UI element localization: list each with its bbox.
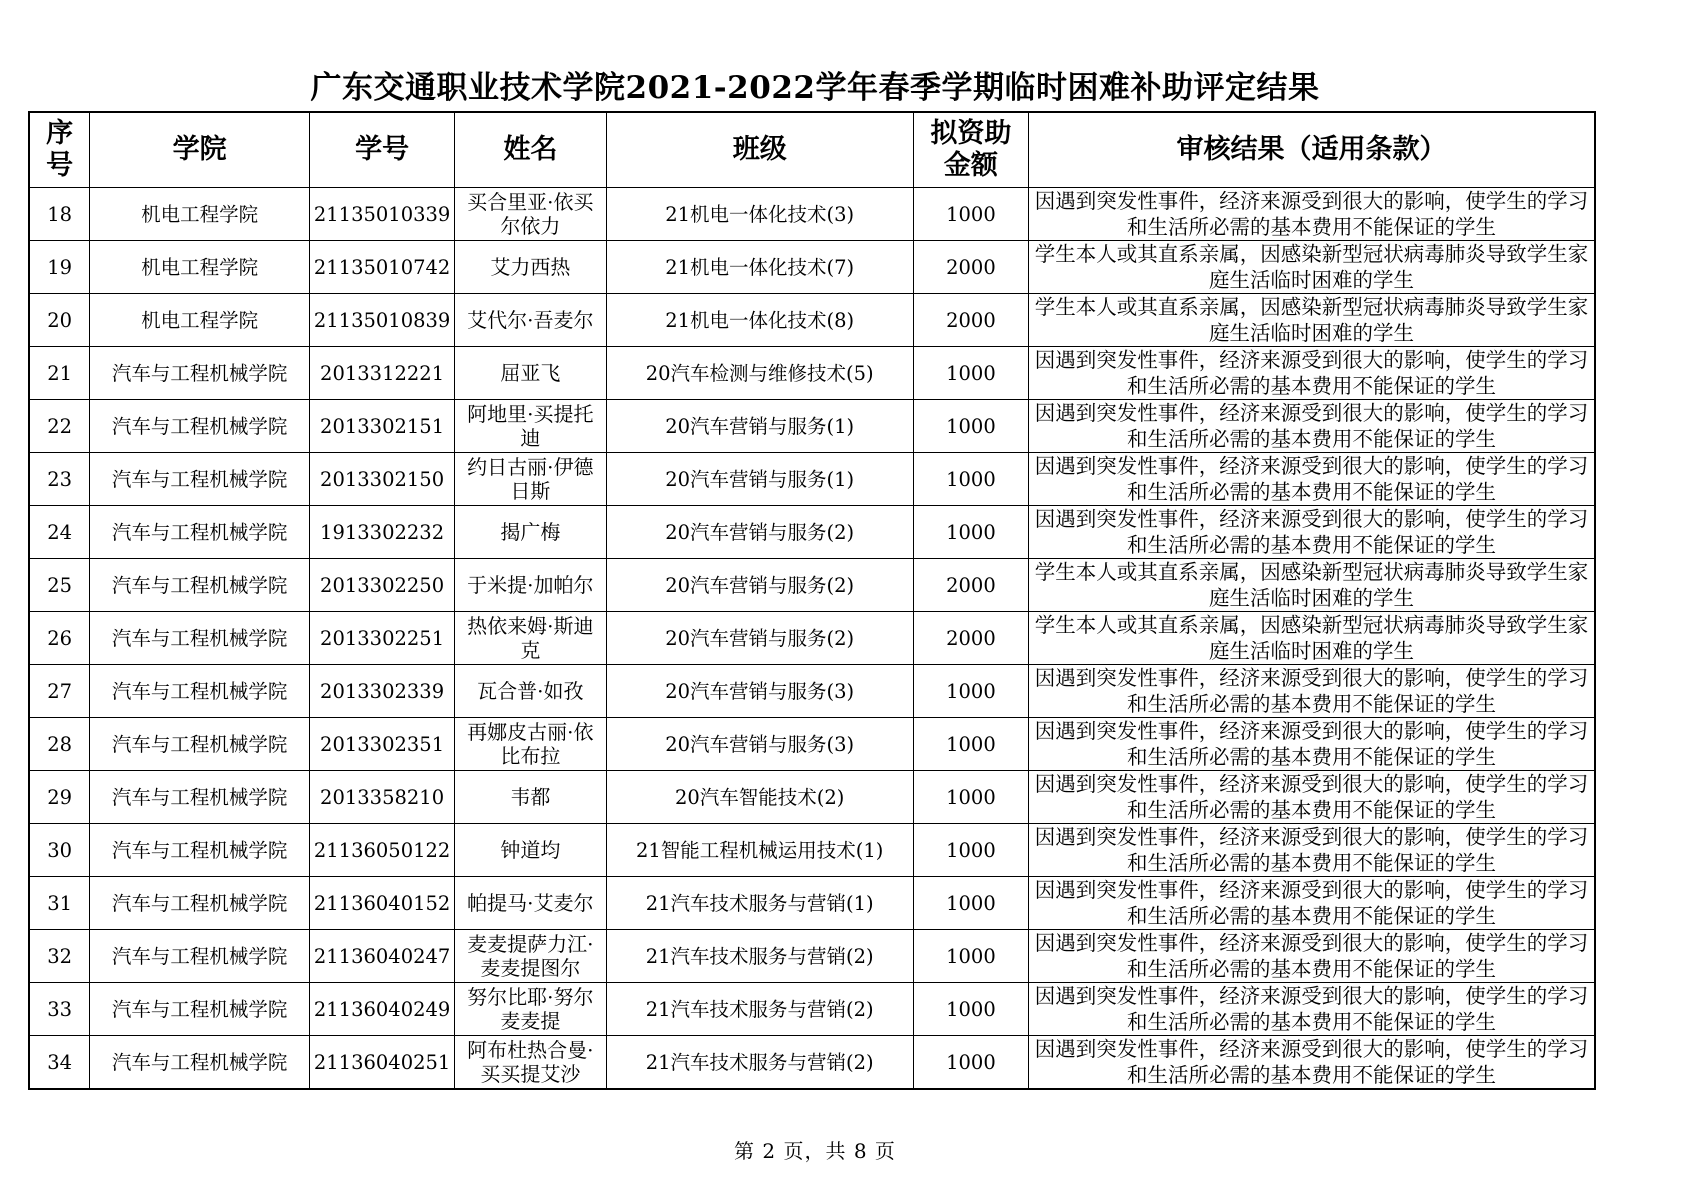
cell-amount: 2000 bbox=[913, 559, 1028, 612]
table-row bbox=[29, 506, 1595, 559]
cell-class: 21智能工程机械运用技术(1) bbox=[606, 824, 913, 877]
cell-class: 20汽车营销与服务(1) bbox=[606, 400, 913, 453]
cell-student-id: 2013358210 bbox=[310, 771, 455, 824]
cell-seq: 28 bbox=[29, 718, 90, 771]
cell-student-id: 2013302150 bbox=[310, 453, 455, 506]
cell-amount: 1000 bbox=[913, 188, 1028, 241]
cell-result: 因遇到突发性事件，经济来源受到很大的影响，使学生的学习和生活所必需的基本费用不能保证的学生 bbox=[1029, 771, 1595, 824]
cell-student-id: 21136040251 bbox=[310, 1036, 455, 1090]
cell-college: 汽车与工程机械学院 bbox=[90, 400, 310, 453]
cell-name: 阿布杜热合曼·买买提艾沙 bbox=[455, 1036, 606, 1090]
cell-name: 麦麦提萨力江·麦麦提图尔 bbox=[455, 930, 606, 983]
cell-amount: 1000 bbox=[913, 453, 1028, 506]
table-row bbox=[29, 1036, 1595, 1090]
cell-amount: 1000 bbox=[913, 771, 1028, 824]
cell-result: 因遇到突发性事件，经济来源受到很大的影响，使学生的学习和生活所必需的基本费用不能保证的学生 bbox=[1029, 824, 1595, 877]
header-amount: 拟资助金额 bbox=[913, 112, 1028, 188]
cell-name: 揭广梅 bbox=[455, 506, 606, 559]
cell-student-id: 2013312221 bbox=[310, 347, 455, 400]
table-row bbox=[29, 665, 1595, 718]
results-table bbox=[28, 111, 1596, 1090]
cell-seq: 33 bbox=[29, 983, 90, 1036]
cell-seq: 20 bbox=[29, 294, 90, 347]
cell-class: 20汽车营销与服务(3) bbox=[606, 718, 913, 771]
cell-student-id: 21135010839 bbox=[310, 294, 455, 347]
header-class: 班级 bbox=[606, 112, 913, 188]
cell-result: 因遇到突发性事件，经济来源受到很大的影响，使学生的学习和生活所必需的基本费用不能保证的学生 bbox=[1029, 930, 1595, 983]
cell-name: 再娜皮古丽·依比布拉 bbox=[455, 718, 606, 771]
table-row bbox=[29, 824, 1595, 877]
cell-seq: 22 bbox=[29, 400, 90, 453]
cell-college: 机电工程学院 bbox=[90, 188, 310, 241]
cell-result: 因遇到突发性事件，经济来源受到很大的影响，使学生的学习和生活所必需的基本费用不能保证的学生 bbox=[1029, 1036, 1595, 1090]
cell-class: 21机电一体化技术(7) bbox=[606, 241, 913, 294]
cell-name: 约日古丽·伊德日斯 bbox=[455, 453, 606, 506]
cell-result: 因遇到突发性事件，经济来源受到很大的影响，使学生的学习和生活所必需的基本费用不能保证的学生 bbox=[1029, 347, 1595, 400]
cell-college: 汽车与工程机械学院 bbox=[90, 665, 310, 718]
cell-seq: 29 bbox=[29, 771, 90, 824]
cell-name: 瓦合普·如孜 bbox=[455, 665, 606, 718]
cell-student-id: 21136040247 bbox=[310, 930, 455, 983]
cell-amount: 2000 bbox=[913, 241, 1028, 294]
cell-college: 汽车与工程机械学院 bbox=[90, 771, 310, 824]
cell-student-id: 21136050122 bbox=[310, 824, 455, 877]
cell-name: 屈亚飞 bbox=[455, 347, 606, 400]
cell-student-id: 2013302351 bbox=[310, 718, 455, 771]
cell-student-id: 21135010742 bbox=[310, 241, 455, 294]
table-row bbox=[29, 771, 1595, 824]
cell-name: 帕提马·艾麦尔 bbox=[455, 877, 606, 930]
cell-name: 努尔比耶·努尔麦麦提 bbox=[455, 983, 606, 1036]
table-row bbox=[29, 983, 1595, 1036]
cell-class: 20汽车营销与服务(2) bbox=[606, 612, 913, 665]
cell-class: 21汽车技术服务与营销(2) bbox=[606, 1036, 913, 1090]
cell-college: 汽车与工程机械学院 bbox=[90, 1036, 310, 1090]
cell-college: 汽车与工程机械学院 bbox=[90, 877, 310, 930]
table-row bbox=[29, 612, 1595, 665]
table-row bbox=[29, 294, 1595, 347]
cell-result: 学生本人或其直系亲属，因感染新型冠状病毒肺炎导致学生家庭生活临时困难的学生 bbox=[1029, 559, 1595, 612]
cell-seq: 34 bbox=[29, 1036, 90, 1090]
cell-student-id: 1913302232 bbox=[310, 506, 455, 559]
cell-student-id: 2013302151 bbox=[310, 400, 455, 453]
table-row bbox=[29, 188, 1595, 241]
table-row bbox=[29, 930, 1595, 983]
cell-college: 汽车与工程机械学院 bbox=[90, 559, 310, 612]
cell-class: 21汽车技术服务与营销(2) bbox=[606, 983, 913, 1036]
table-row bbox=[29, 453, 1595, 506]
cell-college: 汽车与工程机械学院 bbox=[90, 930, 310, 983]
header-student-id: 学号 bbox=[310, 112, 455, 188]
cell-college: 机电工程学院 bbox=[90, 241, 310, 294]
cell-amount: 1000 bbox=[913, 930, 1028, 983]
cell-amount: 1000 bbox=[913, 718, 1028, 771]
cell-seq: 23 bbox=[29, 453, 90, 506]
cell-class: 20汽车营销与服务(1) bbox=[606, 453, 913, 506]
cell-seq: 30 bbox=[29, 824, 90, 877]
table-row bbox=[29, 718, 1595, 771]
document-title: 广东交通职业技术学院2021-2022学年春季学期临时困难补助评定结果 bbox=[310, 70, 1320, 106]
cell-college: 汽车与工程机械学院 bbox=[90, 824, 310, 877]
cell-amount: 2000 bbox=[913, 612, 1028, 665]
cell-class: 21机电一体化技术(8) bbox=[606, 294, 913, 347]
header-result: 审核结果（适用条款） bbox=[1029, 112, 1595, 188]
cell-name: 韦都 bbox=[455, 771, 606, 824]
table-row bbox=[29, 347, 1595, 400]
cell-class: 21机电一体化技术(3) bbox=[606, 188, 913, 241]
cell-amount: 1000 bbox=[913, 877, 1028, 930]
cell-college: 汽车与工程机械学院 bbox=[90, 983, 310, 1036]
cell-class: 20汽车营销与服务(2) bbox=[606, 506, 913, 559]
header-seq: 序号 bbox=[29, 112, 90, 188]
page-number: 第 2 页，共 8 页 bbox=[734, 1139, 896, 1163]
cell-amount: 1000 bbox=[913, 347, 1028, 400]
cell-student-id: 21135010339 bbox=[310, 188, 455, 241]
cell-seq: 31 bbox=[29, 877, 90, 930]
cell-name: 阿地里·买提托迪 bbox=[455, 400, 606, 453]
cell-seq: 27 bbox=[29, 665, 90, 718]
header-row bbox=[29, 112, 1595, 188]
cell-result: 因遇到突发性事件，经济来源受到很大的影响，使学生的学习和生活所必需的基本费用不能保证的学生 bbox=[1029, 877, 1595, 930]
cell-name: 热依来姆·斯迪克 bbox=[455, 612, 606, 665]
cell-student-id: 21136040249 bbox=[310, 983, 455, 1036]
cell-result: 学生本人或其直系亲属，因感染新型冠状病毒肺炎导致学生家庭生活临时困难的学生 bbox=[1029, 612, 1595, 665]
cell-class: 21汽车技术服务与营销(2) bbox=[606, 930, 913, 983]
cell-seq: 19 bbox=[29, 241, 90, 294]
cell-result: 因遇到突发性事件，经济来源受到很大的影响，使学生的学习和生活所必需的基本费用不能保证的学生 bbox=[1029, 665, 1595, 718]
cell-class: 20汽车智能技术(2) bbox=[606, 771, 913, 824]
cell-college: 汽车与工程机械学院 bbox=[90, 453, 310, 506]
cell-student-id: 2013302250 bbox=[310, 559, 455, 612]
cell-amount: 1000 bbox=[913, 400, 1028, 453]
cell-result: 学生本人或其直系亲属，因感染新型冠状病毒肺炎导致学生家庭生活临时困难的学生 bbox=[1029, 241, 1595, 294]
table-row bbox=[29, 400, 1595, 453]
table-body bbox=[29, 188, 1595, 1090]
cell-result: 因遇到突发性事件，经济来源受到很大的影响，使学生的学习和生活所必需的基本费用不能保证的学生 bbox=[1029, 506, 1595, 559]
cell-name: 钟道均 bbox=[455, 824, 606, 877]
header-college: 学院 bbox=[90, 112, 310, 188]
cell-result: 因遇到突发性事件，经济来源受到很大的影响，使学生的学习和生活所必需的基本费用不能保证的学生 bbox=[1029, 718, 1595, 771]
cell-class: 20汽车营销与服务(3) bbox=[606, 665, 913, 718]
cell-college: 汽车与工程机械学院 bbox=[90, 612, 310, 665]
cell-amount: 1000 bbox=[913, 1036, 1028, 1090]
cell-seq: 21 bbox=[29, 347, 90, 400]
cell-college: 汽车与工程机械学院 bbox=[90, 506, 310, 559]
cell-result: 因遇到突发性事件，经济来源受到很大的影响，使学生的学习和生活所必需的基本费用不能保证的学生 bbox=[1029, 188, 1595, 241]
cell-college: 汽车与工程机械学院 bbox=[90, 718, 310, 771]
cell-student-id: 2013302339 bbox=[310, 665, 455, 718]
table-row bbox=[29, 877, 1595, 930]
cell-name: 于米提·加帕尔 bbox=[455, 559, 606, 612]
cell-amount: 1000 bbox=[913, 506, 1028, 559]
cell-amount: 2000 bbox=[913, 294, 1028, 347]
cell-seq: 18 bbox=[29, 188, 90, 241]
cell-class: 21汽车技术服务与营销(1) bbox=[606, 877, 913, 930]
cell-class: 20汽车营销与服务(2) bbox=[606, 559, 913, 612]
cell-seq: 25 bbox=[29, 559, 90, 612]
table-row bbox=[29, 241, 1595, 294]
cell-result: 因遇到突发性事件，经济来源受到很大的影响，使学生的学习和生活所必需的基本费用不能保证的学生 bbox=[1029, 983, 1595, 1036]
cell-seq: 32 bbox=[29, 930, 90, 983]
cell-result: 学生本人或其直系亲属，因感染新型冠状病毒肺炎导致学生家庭生活临时困难的学生 bbox=[1029, 294, 1595, 347]
cell-result: 因遇到突发性事件，经济来源受到很大的影响，使学生的学习和生活所必需的基本费用不能保证的学生 bbox=[1029, 453, 1595, 506]
cell-name: 买合里亚·依买尔依力 bbox=[455, 188, 606, 241]
cell-amount: 1000 bbox=[913, 983, 1028, 1036]
cell-college: 汽车与工程机械学院 bbox=[90, 347, 310, 400]
cell-name: 艾力西热 bbox=[455, 241, 606, 294]
cell-seq: 24 bbox=[29, 506, 90, 559]
cell-class: 20汽车检测与维修技术(5) bbox=[606, 347, 913, 400]
cell-college: 机电工程学院 bbox=[90, 294, 310, 347]
cell-name: 艾代尔·吾麦尔 bbox=[455, 294, 606, 347]
cell-amount: 1000 bbox=[913, 665, 1028, 718]
header-name: 姓名 bbox=[455, 112, 606, 188]
table-row bbox=[29, 559, 1595, 612]
cell-student-id: 21136040152 bbox=[310, 877, 455, 930]
cell-amount: 1000 bbox=[913, 824, 1028, 877]
cell-result: 因遇到突发性事件，经济来源受到很大的影响，使学生的学习和生活所必需的基本费用不能保证的学生 bbox=[1029, 400, 1595, 453]
cell-student-id: 2013302251 bbox=[310, 612, 455, 665]
cell-seq: 26 bbox=[29, 612, 90, 665]
